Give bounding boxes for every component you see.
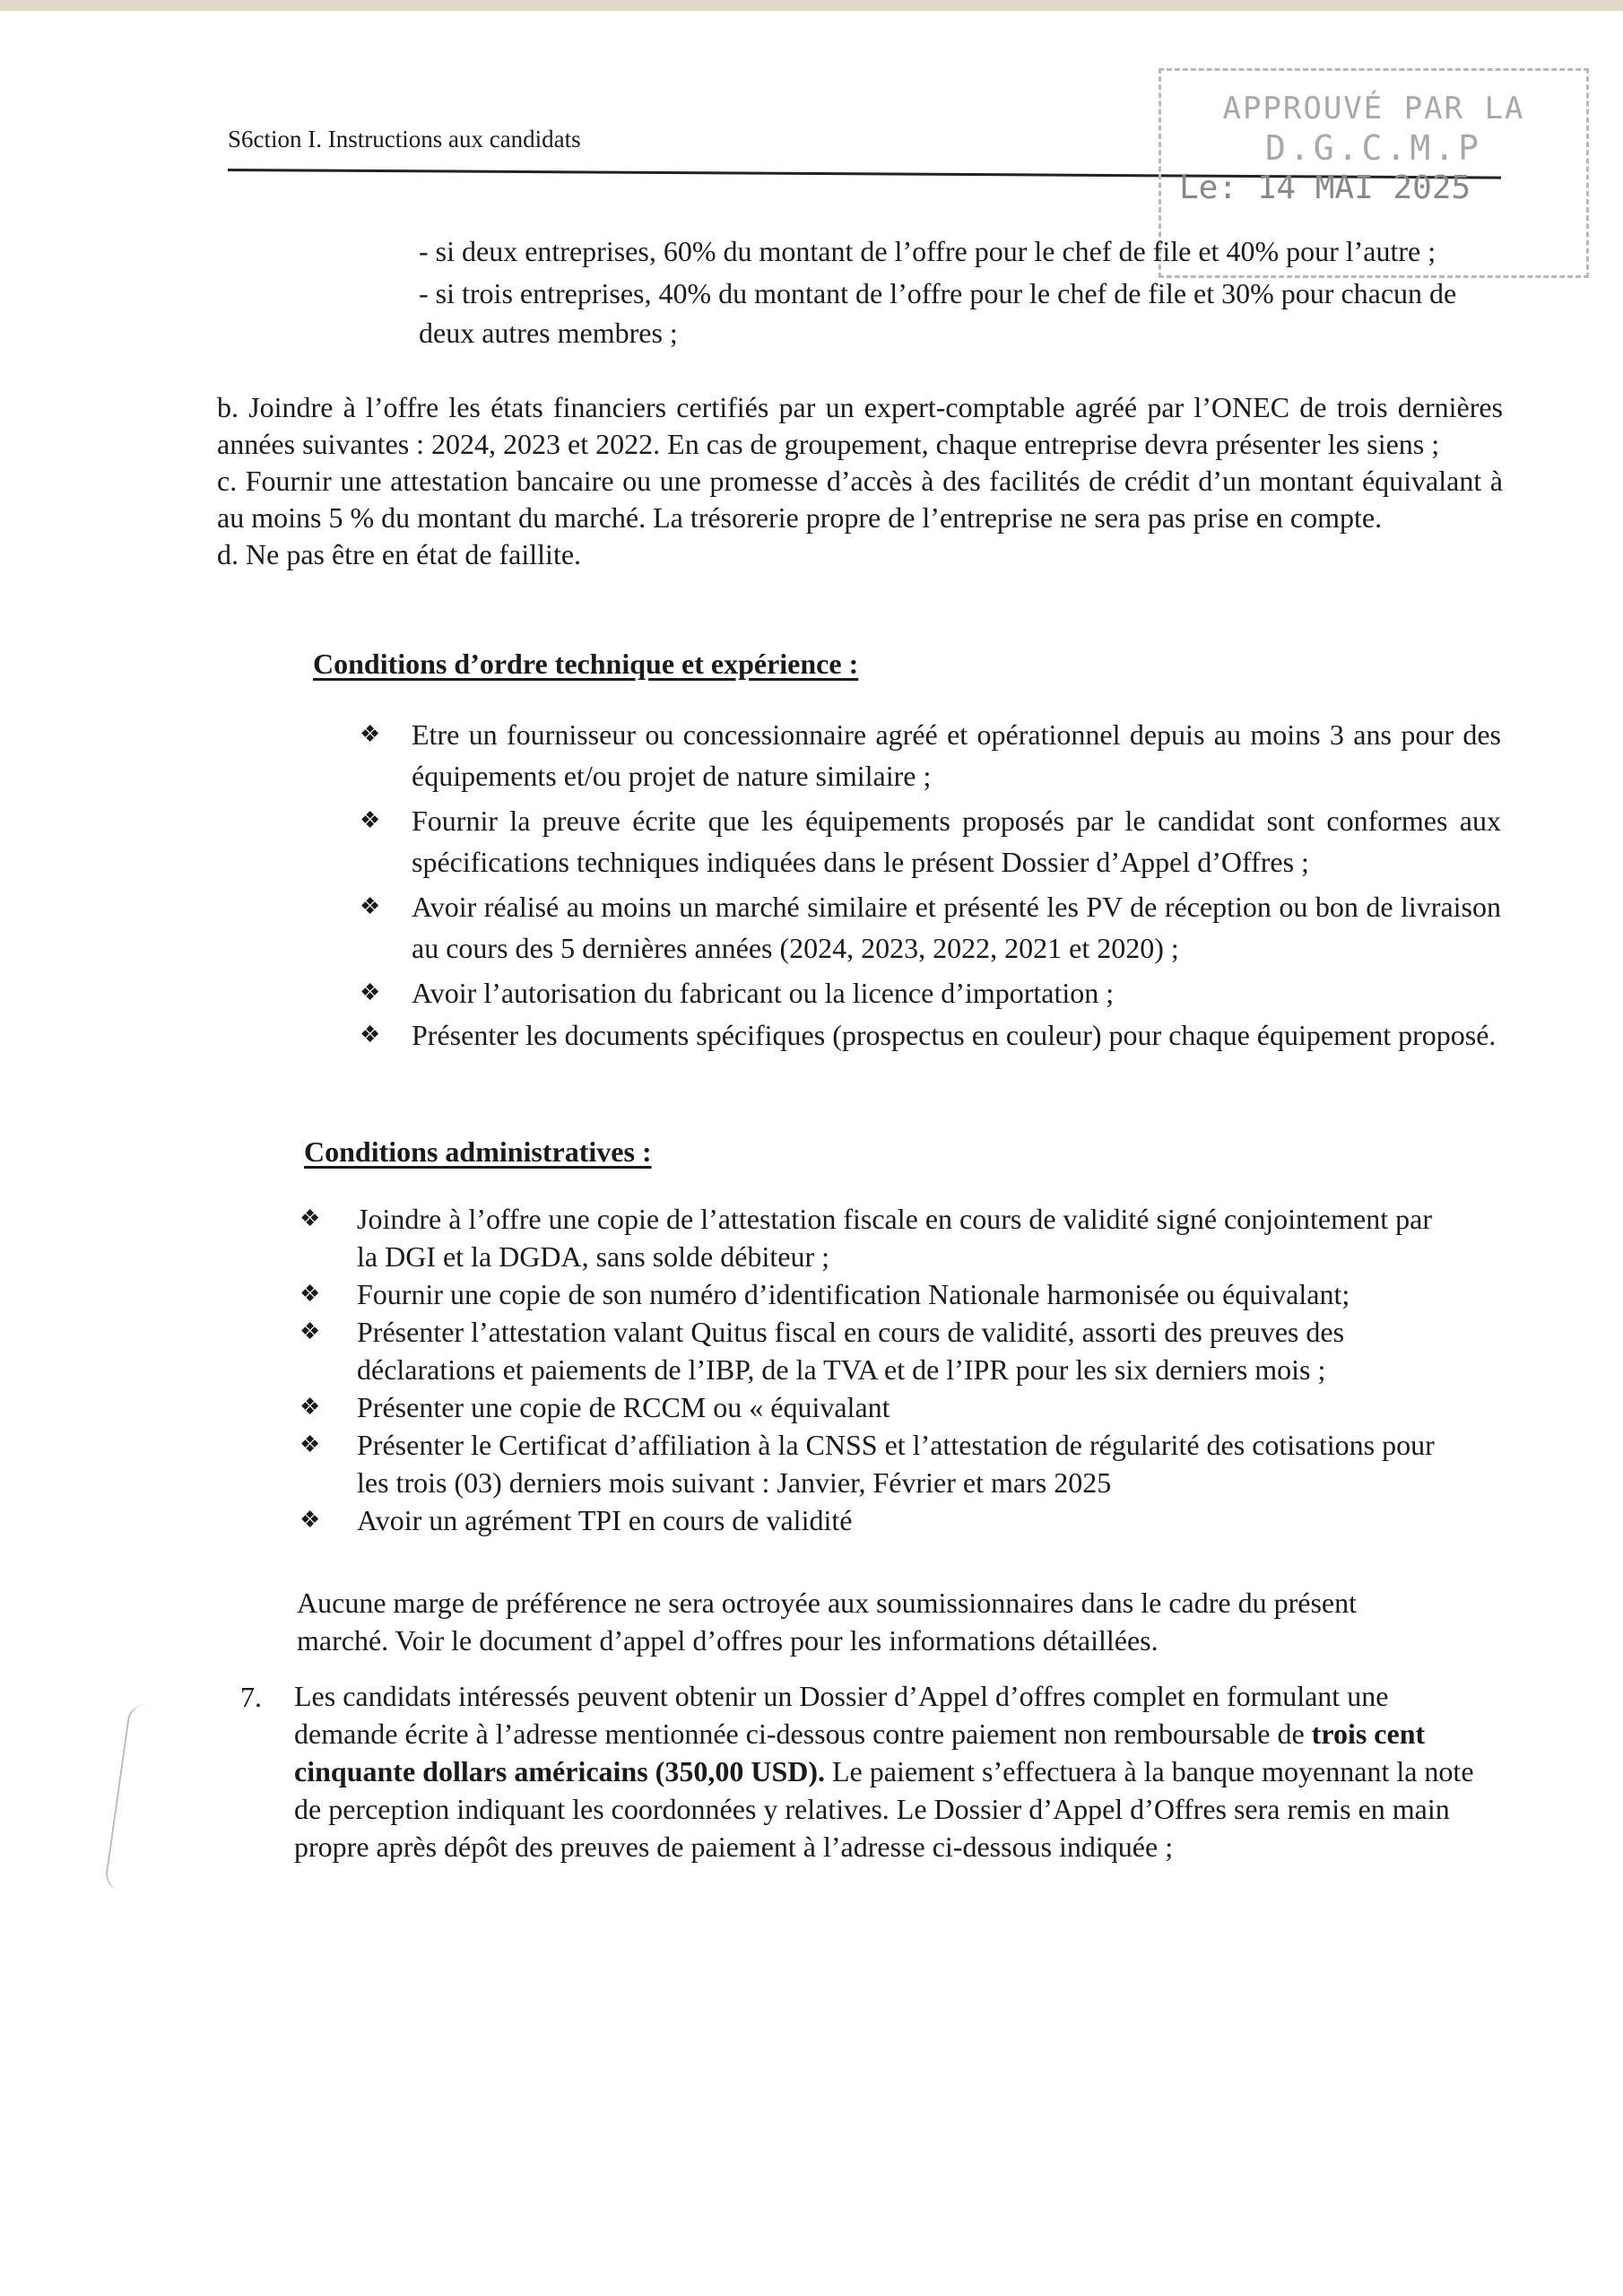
item-7-number: 7. — [240, 1681, 262, 1713]
diamond-bullet-icon: ❖ — [299, 1318, 321, 1344]
list-item — [299, 1200, 1455, 1275]
financial-item-b: b. Joindre à l’offre les états financiers certifiés par un expert-comptable agréé par l’ONEC de trois dernières années suivantes : 2024, 2023 et 2022. En cas de groupement, chaque entreprise devra présenter les siens ; — [217, 391, 1503, 460]
technical-list — [360, 714, 1501, 1053]
list-item — [299, 1388, 1455, 1426]
heading-suffix: : — [634, 1135, 652, 1168]
diamond-bullet-icon: ❖ — [360, 807, 381, 833]
diamond-bullet-icon: ❖ — [360, 721, 381, 747]
handwritten-initial — [104, 1702, 168, 1894]
diamond-bullet-icon: ❖ — [360, 893, 381, 919]
financial-sub-items — [419, 231, 1477, 352]
item-text: Présenter une copie de RCCM ou « équivalant — [357, 1391, 890, 1423]
list-item — [360, 972, 1501, 1013]
item-text: Etre un fournisseur ou concessionnaire agréé et opérationnel depuis au moins 3 ans pour des équipements et/ou projet de nature similaire ; — [412, 718, 1501, 792]
list-item — [360, 886, 1501, 969]
technical-heading-text: Conditions d’ordre technique et expérience — [313, 648, 842, 680]
diamond-bullet-icon: ❖ — [299, 1281, 321, 1307]
stamp-date-line — [1161, 170, 1586, 206]
administrative-list — [299, 1200, 1455, 1539]
heading-suffix: : — [841, 648, 859, 680]
list-item — [360, 1017, 1501, 1053]
diamond-bullet-icon: ❖ — [360, 1022, 381, 1048]
stamp-line-1: APPROUVÉ PAR LA — [1222, 91, 1525, 126]
financial-items — [217, 389, 1503, 573]
item-text: Présenter l’attestation valant Quitus fiscal en cours de validité, assorti des preuves des déclarations et paiements de l’IBP, de la TVA et de l’IPR pour les six derniers mois ; — [357, 1316, 1345, 1386]
diamond-bullet-icon: ❖ — [299, 1394, 321, 1420]
list-item — [299, 1313, 1455, 1388]
stamp-label: Le: — [1179, 170, 1238, 206]
list-item — [360, 714, 1501, 796]
diamond-bullet-icon: ❖ — [299, 1431, 321, 1457]
diamond-bullet-icon: ❖ — [360, 979, 381, 1005]
list-item — [299, 1501, 1455, 1539]
item-text: Fournir la preuve écrite que les équipements proposés par le candidat sont conformes aux spécifications techniques indiquées dans le présent Dossier d’Appel d’Offres ; — [412, 804, 1501, 878]
item-text: Avoir réalisé au moins un marché similaire et présenté les PV de réception ou bon de livraison au cours des 5 dernières années (2024, 2023, 2022, 2021 et 2020) ; — [412, 891, 1501, 964]
item-text: Joindre à l’offre une copie de l’attestation fiscale en cours de validité signé conjointement par la DGI et la DGDA, sans solde débiteur ; — [357, 1203, 1432, 1273]
item-text: Fournir une copie de son numéro d’identification Nationale harmonisée ou équivalant; — [357, 1278, 1350, 1310]
financial-item-d: d. Ne pas être en état de faillite. — [217, 538, 582, 570]
diamond-bullet-icon: ❖ — [299, 1205, 321, 1231]
list-item — [299, 1275, 1455, 1313]
item-text: Avoir l’autorisation du fabricant ou la licence d’importation ; — [412, 977, 1115, 1009]
scan-edge — [0, 0, 1623, 11]
list-item — [360, 800, 1501, 883]
diamond-bullet-icon: ❖ — [299, 1507, 321, 1533]
item-7-text-before: Les candidats intéressés peuvent obtenir un Dossier d’Appel d’offres complet en formulant une demande écrite à l’adresse mentionnée ci-dessous contre paiement non remboursable de — [294, 1680, 1389, 1750]
item-text: Avoir un agrément TPI en cours de validité — [357, 1504, 853, 1536]
financial-item-c: c. Fournir une attestation bancaire ou une promesse d’accès à des facilités de crédit d’un montant équivalant à au moins 5 % du montant du marché. La trésorerie propre de l’entreprise ne sera pas prise en compte. — [217, 465, 1503, 534]
section-header: S6ction I. Instructions aux candidats — [228, 126, 581, 152]
fee-amount: trois cent cinquante dollars américains (350,00 USD). — [294, 1718, 1426, 1787]
administrative-heading — [304, 1135, 652, 1169]
preference-note: Aucune marge de préférence ne sera octroyée aux soumissionnaires dans le cadre du présent marché. Voir le document d’appel d’offres pour les informations détaillées. — [297, 1587, 1358, 1657]
stamp-date: 14 MAI 2025 — [1256, 170, 1471, 206]
list-item — [299, 1426, 1455, 1501]
sub-item: - si deux entreprises, 60% du montant de l’offre pour le chef de file et 40% pour l’autre ; — [419, 235, 1436, 267]
item-text: Présenter les documents spécifiques (prospectus en couleur) pour chaque équipement proposé. — [412, 1019, 1497, 1051]
administrative-heading-text: Conditions administratives — [304, 1135, 635, 1168]
item-7-text-after: Le paiement s’effectuera à la banque moyennant la note de perception indiquant les coordonnées y relatives. Le Dossier d’Appel d’Offres sera remis en main propre après dépôt des preuves de paiement à l’adresse ci-dessous indiquée ; — [294, 1755, 1474, 1863]
stamp-line-2: D.G.C.M.P — [1265, 128, 1482, 168]
item-text: Présenter le Certificat d’affiliation à la CNSS et l’attestation de régularité des cotisations pour les trois (03) derniers mois suivant : Janvier, Février et mars 2025 — [357, 1429, 1435, 1499]
item-7-text — [294, 1677, 1478, 1866]
sub-item: - si trois entreprises, 40% du montant de l’offre pour le chef de file et 30% pour chacun de deux autres membres ; — [419, 277, 1457, 349]
technical-heading — [313, 648, 858, 681]
